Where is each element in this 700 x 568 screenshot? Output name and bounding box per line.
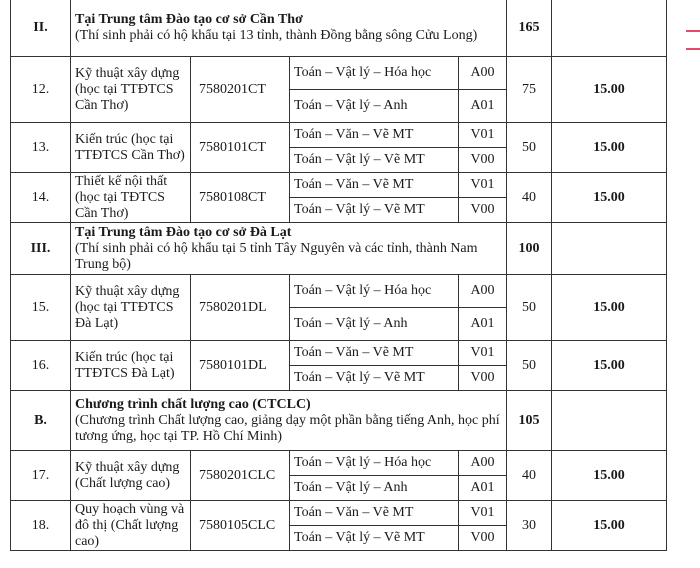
block-code: V00 <box>459 366 507 391</box>
program-name: Kiến trúc (học tại TTĐTCS Cần Thơ) <box>71 123 191 173</box>
program-name: Thiết kế nội thất (học tại TĐTCS Cần Thơ) <box>71 173 191 223</box>
program-name: Kỹ thuật xây dựng (học tại TTĐTCS Cần Thơ) <box>71 57 191 123</box>
subject-combo: Toán – Văn – Vẽ MT <box>290 173 459 198</box>
program-code: 7580201DL <box>191 275 290 341</box>
block-code: V01 <box>459 173 507 198</box>
table-row <box>11 451 667 476</box>
block-code: A01 <box>459 308 507 341</box>
edge-mark <box>686 30 700 32</box>
program-name: Kỹ thuật xây dựng (học tại TTĐTCS Đà Lạt) <box>71 275 191 341</box>
subject-combo: Toán – Vật lý – Vẽ MT <box>290 148 459 173</box>
subject-combo: Toán – Văn – Vẽ MT <box>290 341 459 366</box>
program-quota: 50 <box>507 123 552 173</box>
table-row <box>11 57 667 90</box>
section-note: (Thí sinh phải có hộ khẩu tại 13 tỉnh, thành Đồng bằng sông Cửu Long) <box>75 27 478 43</box>
row-number: 13. <box>11 123 71 173</box>
admission-table <box>10 0 667 551</box>
program-name: Kiến trúc (học tại TTĐTCS Đà Lạt) <box>71 341 191 391</box>
table-row <box>11 341 667 366</box>
program-code: 7580101CT <box>191 123 290 173</box>
subject-combo: Toán – Văn – Vẽ MT <box>290 501 459 526</box>
block-code: V01 <box>459 123 507 148</box>
block-code: V00 <box>459 198 507 223</box>
table-row <box>11 275 667 308</box>
row-number: 16. <box>11 341 71 391</box>
program-code: 7580201CLC <box>191 451 290 501</box>
section-quota: 105 <box>507 391 552 451</box>
program-quota: 40 <box>507 173 552 223</box>
section-row <box>11 0 667 57</box>
section-note: (Thí sinh phải có hộ khẩu tại 5 tỉnh Tây Nguyên và các tỉnh, thành Nam Trung bộ) <box>75 240 478 272</box>
block-code: A00 <box>459 57 507 90</box>
section-title: Tại Trung tâm Đào tạo cơ sở Đà Lạt <box>75 224 292 240</box>
program-quota: 75 <box>507 57 552 123</box>
subject-combo: Toán – Vật lý – Vẽ MT <box>290 198 459 223</box>
subject-combo: Toán – Vật lý – Hóa học <box>290 275 459 308</box>
block-code: A01 <box>459 476 507 501</box>
cutoff-score: 15.00 <box>552 275 667 341</box>
section-row <box>11 223 667 275</box>
section-title: Tại Trung tâm Đào tạo cơ sở Cần Thơ <box>75 11 303 27</box>
cutoff-score: 15.00 <box>552 173 667 223</box>
section-title: Chương trình chất lượng cao (CTCLC) <box>75 396 311 412</box>
program-name: Kỹ thuật xây dựng (Chất lượng cao) <box>71 451 191 501</box>
section-number: II. <box>11 0 71 57</box>
subject-combo: Toán – Vật lý – Hóa học <box>290 57 459 90</box>
section-heading-cell <box>71 0 507 57</box>
program-quota: 40 <box>507 451 552 501</box>
program-quota: 50 <box>507 341 552 391</box>
section-number: III. <box>11 223 71 275</box>
subject-combo: Toán – Văn – Vẽ MT <box>290 123 459 148</box>
subject-combo: Toán – Vật lý – Anh <box>290 308 459 341</box>
subject-combo: Toán – Vật lý – Vẽ MT <box>290 526 459 551</box>
program-quota: 50 <box>507 275 552 341</box>
empty-cell <box>552 0 667 57</box>
section-quota: 165 <box>507 0 552 57</box>
program-code: 7580101DL <box>191 341 290 391</box>
program-quota: 30 <box>507 501 552 551</box>
table-row <box>11 173 667 198</box>
block-code: V00 <box>459 148 507 173</box>
row-number: 12. <box>11 57 71 123</box>
section-quota: 100 <box>507 223 552 275</box>
program-code: 7580108CT <box>191 173 290 223</box>
cutoff-score: 15.00 <box>552 451 667 501</box>
block-code: A00 <box>459 275 507 308</box>
block-code: A00 <box>459 451 507 476</box>
cutoff-score: 15.00 <box>552 341 667 391</box>
section-heading-cell <box>71 391 507 451</box>
cutoff-score: 15.00 <box>552 501 667 551</box>
subject-combo: Toán – Vật lý – Vẽ MT <box>290 366 459 391</box>
program-code: 7580105CLC <box>191 501 290 551</box>
subject-combo: Toán – Vật lý – Hóa học <box>290 451 459 476</box>
row-number: 17. <box>11 451 71 501</box>
row-number: 14. <box>11 173 71 223</box>
program-name: Quy hoạch vùng và đô thị (Chất lượng cao) <box>71 501 191 551</box>
block-code: A01 <box>459 90 507 123</box>
empty-cell <box>552 391 667 451</box>
edge-mark <box>686 48 700 50</box>
subject-combo: Toán – Vật lý – Anh <box>290 90 459 123</box>
program-code: 7580201CT <box>191 57 290 123</box>
cutoff-score: 15.00 <box>552 57 667 123</box>
table-row <box>11 123 667 148</box>
cutoff-score: 15.00 <box>552 123 667 173</box>
row-number: 18. <box>11 501 71 551</box>
section-row <box>11 391 667 451</box>
block-code: V00 <box>459 526 507 551</box>
section-heading-cell <box>71 223 507 275</box>
block-code: V01 <box>459 341 507 366</box>
section-note: (Chương trình Chất lượng cao, giảng dạy một phần bằng tiếng Anh, học phí tương ứng, học tại TP. Hồ Chí Minh) <box>75 412 500 444</box>
table-row <box>11 501 667 526</box>
block-code: V01 <box>459 501 507 526</box>
section-number: B. <box>11 391 71 451</box>
row-number: 15. <box>11 275 71 341</box>
empty-cell <box>552 223 667 275</box>
subject-combo: Toán – Vật lý – Anh <box>290 476 459 501</box>
